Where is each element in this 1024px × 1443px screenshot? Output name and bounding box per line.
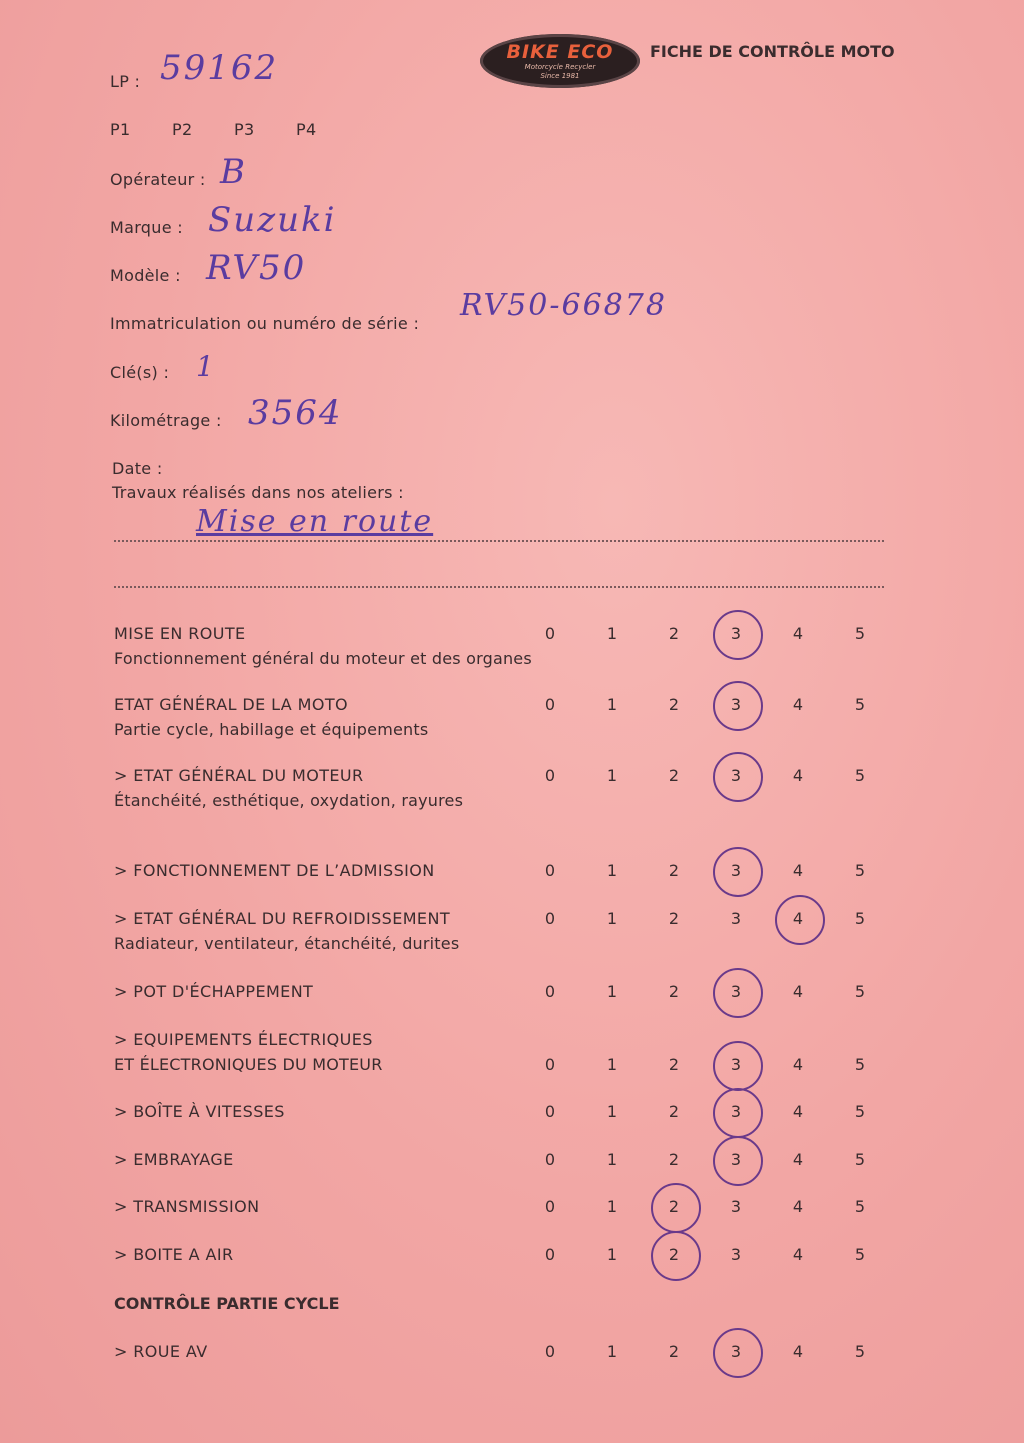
modele-value[interactable]: RV50	[206, 248, 307, 288]
cycle-score-5[interactable]: 5	[854, 1342, 866, 1361]
control-score-1[interactable]: 1	[606, 624, 618, 643]
control-score-5[interactable]: 5	[854, 909, 866, 928]
form-title: FICHE DE CONTRÔLE MOTO	[650, 42, 895, 61]
control-score-0[interactable]: 0	[544, 766, 556, 785]
control-row-subtitle: ET ÉLECTRONIQUES DU MOTEUR	[114, 1055, 383, 1074]
travaux-value[interactable]: Mise en route	[196, 504, 434, 539]
control-selected-score-circle	[713, 847, 763, 897]
control-score-0[interactable]: 0	[544, 1102, 556, 1121]
control-score-1[interactable]: 1	[606, 909, 618, 928]
control-score-5[interactable]: 5	[854, 1055, 866, 1074]
control-score-1[interactable]: 1	[606, 861, 618, 880]
p1-option[interactable]: P1	[110, 120, 131, 139]
cycle-score-2[interactable]: 2	[668, 1342, 680, 1361]
control-score-5[interactable]: 5	[854, 695, 866, 714]
control-score-5[interactable]: 5	[854, 624, 866, 643]
control-row-subtitle: Partie cycle, habillage et équipements	[114, 720, 429, 739]
control-row-name: > BOÎTE À VITESSES	[114, 1102, 285, 1121]
control-score-2[interactable]: 2	[668, 982, 680, 1001]
control-selected-score-circle	[713, 1041, 763, 1091]
control-score-5[interactable]: 5	[854, 861, 866, 880]
control-score-4[interactable]: 4	[792, 982, 804, 1001]
control-row-name: > EQUIPEMENTS ÉLECTRIQUES	[114, 1030, 373, 1049]
control-score-3[interactable]: 3	[730, 695, 742, 714]
control-score-2[interactable]: 2	[668, 861, 680, 880]
control-score-0[interactable]: 0	[544, 1245, 556, 1264]
section-partie-cycle-title: CONTRÔLE PARTIE CYCLE	[114, 1294, 340, 1313]
cycle-score-1[interactable]: 1	[606, 1342, 618, 1361]
control-score-3[interactable]: 3	[730, 982, 742, 1001]
logo-text: BIKE ECO	[506, 41, 614, 63]
logo-tagline-1: Motorcycle Recycler	[524, 63, 596, 71]
control-score-5[interactable]: 5	[854, 1245, 866, 1264]
lp-value[interactable]: 59162	[160, 48, 279, 88]
control-row-name: > POT D'ÉCHAPPEMENT	[114, 982, 314, 1001]
cycle-selected-score-circle	[713, 1328, 763, 1378]
control-score-2[interactable]: 2	[668, 766, 680, 785]
control-score-3[interactable]: 3	[730, 1197, 742, 1216]
operateur-label: Opérateur :	[110, 170, 206, 189]
control-row-name: ETAT GÉNÉRAL DE LA MOTO	[114, 695, 348, 714]
control-score-5[interactable]: 5	[854, 1197, 866, 1216]
control-row-subtitle: Radiateur, ventilateur, étanchéité, durites	[114, 934, 460, 953]
control-score-0[interactable]: 0	[544, 1150, 556, 1169]
control-score-0[interactable]: 0	[544, 1197, 556, 1216]
control-score-0[interactable]: 0	[544, 695, 556, 714]
travaux-dotted-line-1	[114, 540, 884, 542]
control-score-4[interactable]: 4	[792, 1055, 804, 1074]
control-score-1[interactable]: 1	[606, 1055, 618, 1074]
control-score-4[interactable]: 4	[792, 695, 804, 714]
control-score-4[interactable]: 4	[792, 909, 804, 928]
cycle-score-0[interactable]: 0	[544, 1342, 556, 1361]
control-score-0[interactable]: 0	[544, 861, 556, 880]
marque-value[interactable]: Suzuki	[208, 200, 337, 240]
cles-value[interactable]: 1	[196, 350, 216, 383]
date-label: Date :	[112, 459, 163, 478]
p4-option[interactable]: P4	[296, 120, 317, 139]
control-selected-score-circle	[713, 752, 763, 802]
travaux-label: Travaux réalisés dans nos ateliers :	[112, 483, 404, 502]
control-score-4[interactable]: 4	[792, 1197, 804, 1216]
control-score-5[interactable]: 5	[854, 1150, 866, 1169]
operateur-value[interactable]: B	[220, 152, 247, 192]
control-row-subtitle: Étanchéité, esthétique, oxydation, rayures	[114, 791, 464, 810]
kilometrage-value[interactable]: 3564	[248, 393, 343, 433]
control-row-subtitle: Fonctionnement général du moteur et des organes	[114, 649, 532, 668]
control-score-2[interactable]: 2	[668, 695, 680, 714]
control-score-0[interactable]: 0	[544, 909, 556, 928]
control-score-2[interactable]: 2	[668, 1102, 680, 1121]
control-score-3[interactable]: 3	[730, 1055, 742, 1074]
control-score-3[interactable]: 3	[730, 624, 742, 643]
cycle-row-name: > ROUE AV	[114, 1342, 208, 1361]
control-score-1[interactable]: 1	[606, 1245, 618, 1264]
control-score-3[interactable]: 3	[730, 1150, 742, 1169]
control-score-1[interactable]: 1	[606, 1102, 618, 1121]
travaux-dotted-line-2	[114, 586, 884, 588]
cycle-score-4[interactable]: 4	[792, 1342, 804, 1361]
control-selected-score-circle	[713, 681, 763, 731]
control-score-0[interactable]: 0	[544, 982, 556, 1001]
control-selected-score-circle	[713, 1136, 763, 1186]
control-score-1[interactable]: 1	[606, 695, 618, 714]
control-row-name: > BOITE A AIR	[114, 1245, 234, 1264]
control-row-name: > FONCTIONNEMENT DE L’ADMISSION	[114, 861, 435, 880]
logo-tagline-2: Since 1981	[540, 72, 580, 80]
control-score-2[interactable]: 2	[668, 1245, 680, 1264]
control-score-2[interactable]: 2	[668, 909, 680, 928]
p3-option[interactable]: P3	[234, 120, 255, 139]
control-score-3[interactable]: 3	[730, 1102, 742, 1121]
control-selected-score-circle	[713, 968, 763, 1018]
control-score-3[interactable]: 3	[730, 766, 742, 785]
marque-label: Marque :	[110, 218, 183, 237]
control-score-4[interactable]: 4	[792, 1102, 804, 1121]
immatriculation-value[interactable]: RV50-66878	[460, 288, 667, 323]
control-score-4[interactable]: 4	[792, 766, 804, 785]
control-selected-score-circle	[651, 1231, 701, 1281]
control-score-2[interactable]: 2	[668, 1150, 680, 1169]
cycle-score-3[interactable]: 3	[730, 1342, 742, 1361]
control-score-0[interactable]: 0	[544, 1055, 556, 1074]
control-score-1[interactable]: 1	[606, 1197, 618, 1216]
control-score-5[interactable]: 5	[854, 982, 866, 1001]
control-score-4[interactable]: 4	[792, 1150, 804, 1169]
control-score-4[interactable]: 4	[792, 861, 804, 880]
control-score-3[interactable]: 3	[730, 909, 742, 928]
cles-label: Clé(s) :	[110, 363, 170, 382]
immatriculation-label: Immatriculation ou numéro de série :	[110, 314, 420, 333]
control-score-1[interactable]: 1	[606, 1150, 618, 1169]
control-score-0[interactable]: 0	[544, 624, 556, 643]
control-score-4[interactable]: 4	[792, 624, 804, 643]
control-score-2[interactable]: 2	[668, 624, 680, 643]
control-row-name: MISE EN ROUTE	[114, 624, 246, 643]
control-score-3[interactable]: 3	[730, 861, 742, 880]
kilometrage-label: Kilométrage :	[110, 411, 222, 430]
control-row-name: > ETAT GÉNÉRAL DU REFROIDISSEMENT	[114, 909, 450, 928]
control-row-name: > TRANSMISSION	[114, 1197, 260, 1216]
control-row-name: > EMBRAYAGE	[114, 1150, 234, 1169]
control-row-name: > ETAT GÉNÉRAL DU MOTEUR	[114, 766, 364, 785]
control-score-1[interactable]: 1	[606, 982, 618, 1001]
control-score-5[interactable]: 5	[854, 766, 866, 785]
control-score-2[interactable]: 2	[668, 1197, 680, 1216]
control-selected-score-circle	[713, 1088, 763, 1138]
p2-option[interactable]: P2	[172, 120, 193, 139]
control-selected-score-circle	[713, 610, 763, 660]
control-score-4[interactable]: 4	[792, 1245, 804, 1264]
control-score-3[interactable]: 3	[730, 1245, 742, 1264]
control-selected-score-circle	[775, 895, 825, 945]
lp-label: LP :	[110, 72, 141, 91]
bike-eco-logo	[480, 34, 640, 88]
control-score-1[interactable]: 1	[606, 766, 618, 785]
control-score-5[interactable]: 5	[854, 1102, 866, 1121]
control-selected-score-circle	[651, 1183, 701, 1233]
modele-label: Modèle :	[110, 266, 181, 285]
control-score-2[interactable]: 2	[668, 1055, 680, 1074]
